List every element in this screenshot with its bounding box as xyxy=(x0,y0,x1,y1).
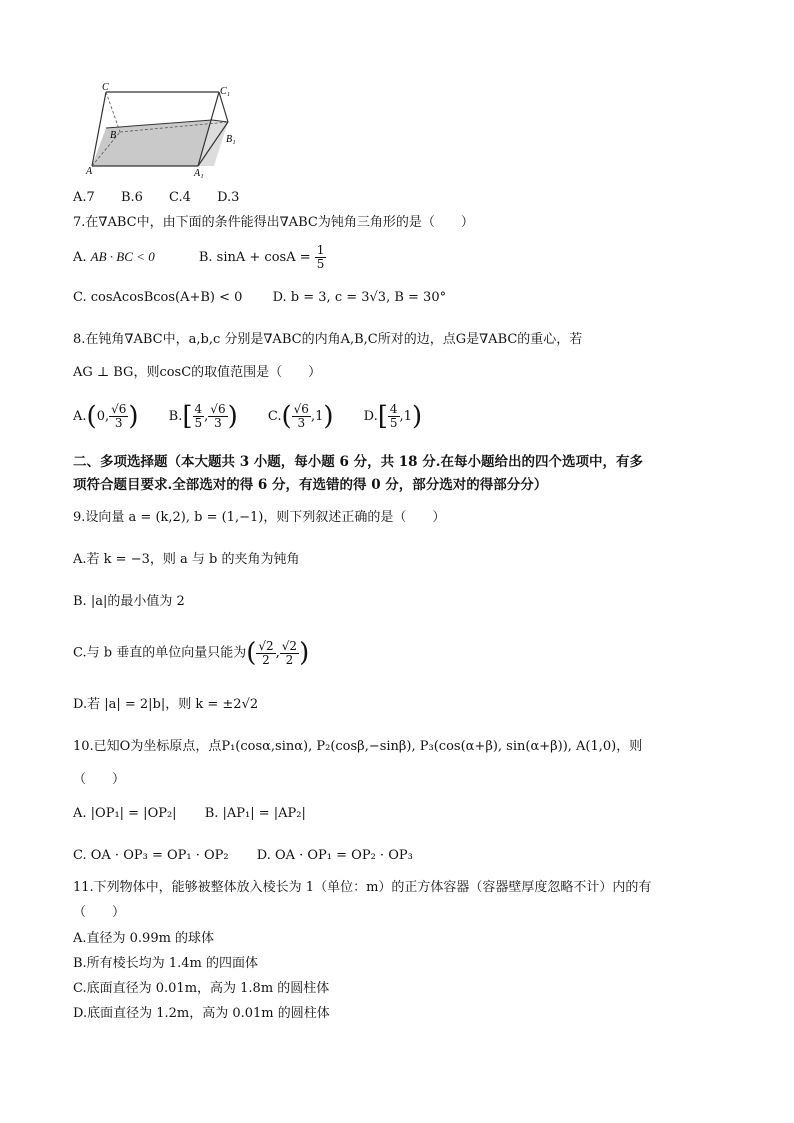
q7-option-b-fraction xyxy=(315,244,327,271)
q8-c-lbracket: ( xyxy=(281,401,292,431)
q8-b-num1: 4 xyxy=(194,401,203,416)
q8-a-lbracket: ( xyxy=(86,401,97,431)
q11-stem-line2: （ ） xyxy=(73,905,126,920)
q8-d-num: 4 xyxy=(389,401,398,416)
q8-option-b: B.[ $\frac{4}{5}$ , $\frac{√6}{3}$ ) xyxy=(168,401,238,431)
q8-options xyxy=(73,394,422,438)
q8-c-rbracket: ) xyxy=(323,401,334,431)
q8-d-lbracket: [ xyxy=(377,401,388,431)
q8-c-den: 3 xyxy=(297,415,306,430)
q8-c-fraction xyxy=(292,403,311,430)
q8-a-prefix: A. xyxy=(73,408,87,424)
q7-option-c: C. cosAcosBcos(A+B) < 0 xyxy=(73,290,243,305)
q8-b-fraction2 xyxy=(208,403,227,430)
q8-c-num: √6 xyxy=(293,401,309,416)
prism-figure xyxy=(84,82,244,178)
q9-stem: 9.设向量 a = (k,2), b = (1,−1)，则下列叙述正确的是（ ） xyxy=(73,510,446,525)
q8-b-prefix: B. xyxy=(168,408,183,424)
q9-option-d: D.若 |a| = 2|b|，则 k = ±2√2 xyxy=(73,697,259,712)
q9-c-fraction2 xyxy=(280,640,299,667)
q8-a-den: 3 xyxy=(114,415,123,430)
q10-stem-line1: 10.已知O为坐标原点，点P₁(cosα,sinα), P₂(cosβ,−sinβ), P₃(cos(α+β), sin(α+β)), A(1,0)，则 xyxy=(73,739,643,754)
q11-option-c: C.底面直径为 0.01m，高为 1.8m 的圆柱体 xyxy=(73,981,330,996)
q8-b-den1: 5 xyxy=(194,415,203,430)
q8-d-fraction xyxy=(388,403,400,430)
q9-c-rparen: ) xyxy=(299,638,310,668)
q9-c-den2: 2 xyxy=(285,652,294,667)
q7-option-a-prefix: A. xyxy=(73,250,87,265)
q8-option-a xyxy=(73,401,143,431)
section2-header-line1: 二、多项选择题（本大题共 3 小题，每小题 6 分，共 18 分.在每小题给出的四个选项中，有多 xyxy=(73,454,643,470)
q10-option-d: D. OA · OP₁ = OP₂ · OP₃ xyxy=(256,848,413,863)
q8-b-lbracket: [ xyxy=(182,401,193,431)
label-C1: C₁ xyxy=(220,86,231,97)
q8-a-fraction xyxy=(109,403,128,430)
q11-option-d: D.底面直径为 1.2m，高为 0.01m 的圆柱体 xyxy=(73,1006,330,1021)
label-A1: A₁ xyxy=(194,168,204,178)
q8-b-fraction1 xyxy=(193,403,205,430)
q7-row1 xyxy=(73,244,326,271)
q9-c-num2: √2 xyxy=(281,638,298,653)
q8-a-left: 0, xyxy=(96,408,110,424)
q8-option-d xyxy=(363,401,423,431)
q8-d-rbracket: ) xyxy=(411,401,423,431)
q9-option-a: A.若 k = −3，则 a 与 b 的夹角为钝角 xyxy=(73,552,300,567)
q9-option-c-prefix: C.与 b 垂直的单位向量只能为 xyxy=(73,645,247,661)
q11-option-a: A.直径为 0.99m 的球体 xyxy=(73,931,215,946)
q9-c-den1: 2 xyxy=(262,652,270,667)
q9-c-num1: √2 xyxy=(258,638,274,653)
q10-option-c: C. OA · OP₃ = OP₁ · OP₂ xyxy=(73,848,229,863)
q8-a-rbracket: ) xyxy=(128,401,139,431)
q6-options xyxy=(73,189,261,207)
q8-c-right: ,1 xyxy=(310,408,324,424)
q10-row2 xyxy=(73,847,413,865)
q9-c-fraction1 xyxy=(256,640,275,667)
q8-stem-line1: 8.在钝角∇ABC中，a,b,c 分别是∇ABC的内角A,B,C所对的边，点G是∇ABC的重心，若 xyxy=(73,332,583,347)
q7-option-b-prefix: B. sinA + cosA = xyxy=(198,250,311,265)
q11-stem-line1: 11.下列物体中，能够被整体放入棱长为 1（单位：m）的正方体容器（容器壁厚度忽略不计）内的有 xyxy=(73,880,652,895)
q10-option-b: B. |AP₁| = |AP₂| xyxy=(204,806,306,821)
q6-option-a: A.7 xyxy=(73,190,95,205)
q8-d-right: ,1 xyxy=(399,408,412,424)
label-B1: B₁ xyxy=(226,134,236,145)
q6-option-d: D.3 xyxy=(217,190,240,205)
q8-d-prefix: D. xyxy=(363,408,378,424)
q10-stem-line2: （ ） xyxy=(73,772,126,787)
q10-row1 xyxy=(73,805,306,823)
q6-option-b: B.6 xyxy=(120,190,143,205)
q9-c-lparen: ( xyxy=(246,638,257,668)
q7-b-numerator: 1 xyxy=(316,243,325,257)
q8-b-num2: √6 xyxy=(210,401,226,416)
q11-option-b: B.所有棱长均为 1.4m 的四面体 xyxy=(73,956,258,971)
q8-stem-line2: AG ⊥ BG，则cosC的取值范围是（ ） xyxy=(73,365,322,380)
q10-option-a: A. |OP₁| = |OP₂| xyxy=(73,806,177,821)
q9-option-c-row: C.与 b 垂直的单位向量只能为( $\frac{√2}{2}$ , $\frac{√2}{2}$ ) xyxy=(73,638,310,668)
q7-b-denominator: 5 xyxy=(316,257,325,271)
label-B: B xyxy=(110,130,117,141)
q7-option-a-expr: AB · BC < 0 xyxy=(90,249,155,264)
q8-a-num: √6 xyxy=(111,401,127,416)
q7-stem: 7.在∇ABC中，由下面的条件能得出∇ABC为钝角三角形的是（ ） xyxy=(73,215,474,230)
section2-header-line2: 项符合题目要求.全部选对的得 6 分，有选错的得 0 分，部分选对的得部分分） xyxy=(73,477,548,493)
q8-c-prefix: C. xyxy=(267,408,282,424)
q8-option-c xyxy=(267,401,338,431)
q8-d-den: 5 xyxy=(389,415,398,430)
q7-option-d: D. b = 3, c = 3√3, B = 30° xyxy=(272,290,447,305)
q8-b-rbracket: ) xyxy=(227,401,238,431)
q7-row2 xyxy=(73,289,446,307)
q6-option-c: C.4 xyxy=(169,190,191,205)
label-C: C xyxy=(102,82,109,93)
label-A: A xyxy=(86,166,93,177)
q9-option-b: B. |a|的最小值为 2 xyxy=(73,594,185,609)
q8-b-den2: 3 xyxy=(214,415,222,430)
